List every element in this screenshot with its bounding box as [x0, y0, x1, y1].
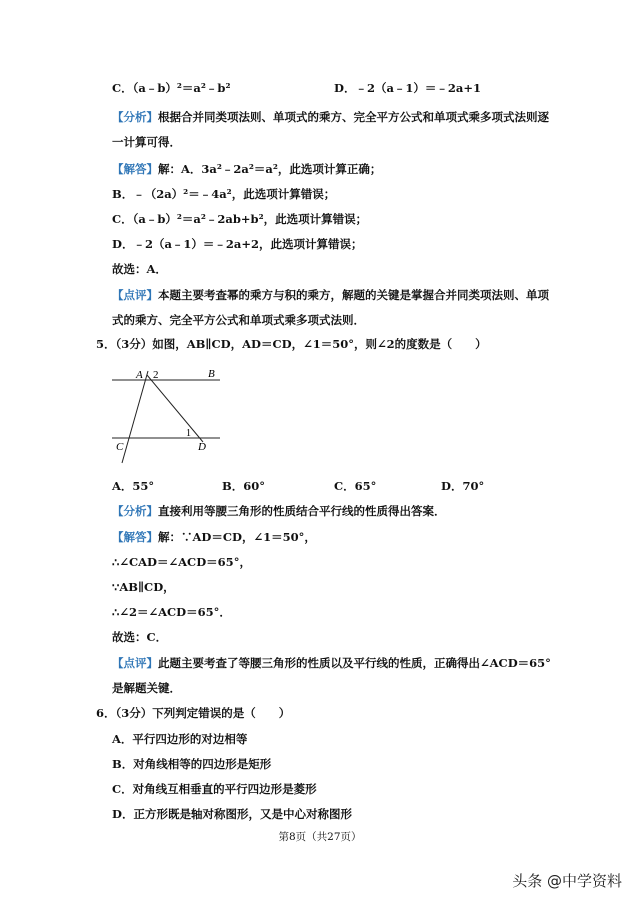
watermark: 头条 @中学资料	[512, 872, 622, 890]
answer-tag: 【解答】	[112, 162, 158, 176]
q5-answer-3: ∵AB∥CD，	[112, 580, 175, 594]
q5-option-c: C．65°	[334, 479, 377, 493]
q5-option-d: D．70°	[441, 479, 485, 493]
q5-answer-2: ∴∠CAD＝∠ACD＝65°，	[112, 555, 251, 569]
line-ac	[122, 371, 148, 463]
label-d: D	[198, 441, 206, 453]
label-a: A	[136, 369, 143, 381]
label-c: C	[116, 441, 124, 453]
q4-answer-choice: 故选：A．	[112, 262, 167, 276]
q6-option-c: C．对角线互相垂直的平行四边形是菱形	[112, 782, 317, 796]
answer-text: 解：∵AD＝CD，∠1＝50°，	[158, 530, 316, 544]
answer-tag: 【解答】	[112, 530, 158, 544]
q5-comment	[112, 655, 551, 671]
q5-comment-cont: 是解题关键．	[112, 681, 181, 695]
q6-option-a: A．平行四边形的对边相等	[112, 732, 248, 746]
comment-text: 此题主要考查了等腰三角形的性质以及平行线的性质，正确得出∠ACD＝65°	[158, 656, 551, 670]
label-angle2: 2	[153, 369, 159, 381]
q4-option-c: C．（a﹣b）²＝a²﹣b²	[112, 81, 231, 95]
label-b: B	[208, 368, 215, 380]
q6-option-d: D．正方形既是轴对称图形，又是中心对称图形	[112, 807, 352, 821]
q5-analysis	[112, 503, 446, 519]
line-ad	[147, 375, 203, 442]
q4-comment-cont: 式的乘方、完全平方公式和单项式乘多项式法则．	[112, 313, 365, 327]
q5-answer	[112, 529, 316, 545]
q4-answer	[112, 161, 381, 177]
q4-analysis	[112, 109, 549, 125]
comment-tag: 【点评】	[112, 288, 158, 302]
q5-option-b: B．60°	[222, 479, 265, 493]
analysis-tag: 【分析】	[112, 110, 158, 124]
q4-answer-c: C．（a﹣b）²＝a²﹣2ab+b²，此选项计算错误；	[112, 212, 368, 226]
q6-stem: 6．（3分）下列判定错误的是（ ）	[96, 706, 291, 720]
comment-text: 本题主要考查幂的乘方与积的乘方，解题的关键是掌握合并同类项法则、单项	[158, 288, 549, 302]
analysis-text: 根据合并同类项法则、单项式的乘方、完全平方公式和单项式乘多项式法则逐	[158, 110, 549, 124]
answer-text: 解：A．3a²﹣2a²＝a²，此选项计算正确；	[158, 162, 382, 176]
q4-answer-d: D．﹣2（a﹣1）＝﹣2a+2，此选项计算错误；	[112, 237, 363, 251]
q6-option-b: B．对角线相等的四边形是矩形	[112, 757, 272, 771]
q4-analysis-cont: 一计算可得．	[112, 135, 181, 149]
page-footer: 第8页（共27页）	[278, 831, 362, 843]
q4-comment	[112, 287, 549, 303]
analysis-text: 直接利用等腰三角形的性质结合平行线的性质得出答案．	[158, 504, 446, 518]
q5-answer-4: ∴∠2＝∠ACD＝65°．	[112, 605, 231, 619]
q4-answer-b: B．﹣（2a）²＝﹣4a²，此选项计算错误；	[112, 187, 336, 201]
q4-option-d: D．﹣2（a﹣1）＝﹣2a+1	[334, 81, 482, 95]
q5-option-a: A．55°	[112, 479, 155, 493]
label-angle1: 1	[186, 428, 191, 439]
geometry-figure	[106, 363, 226, 465]
q5-stem: 5．（3分）如图，AB∥CD，AD＝CD，∠1＝50°，则∠2的度数是（ ）	[96, 337, 487, 351]
comment-tag: 【点评】	[112, 656, 158, 670]
analysis-tag: 【分析】	[112, 504, 158, 518]
q5-answer-choice: 故选：C．	[112, 630, 168, 644]
